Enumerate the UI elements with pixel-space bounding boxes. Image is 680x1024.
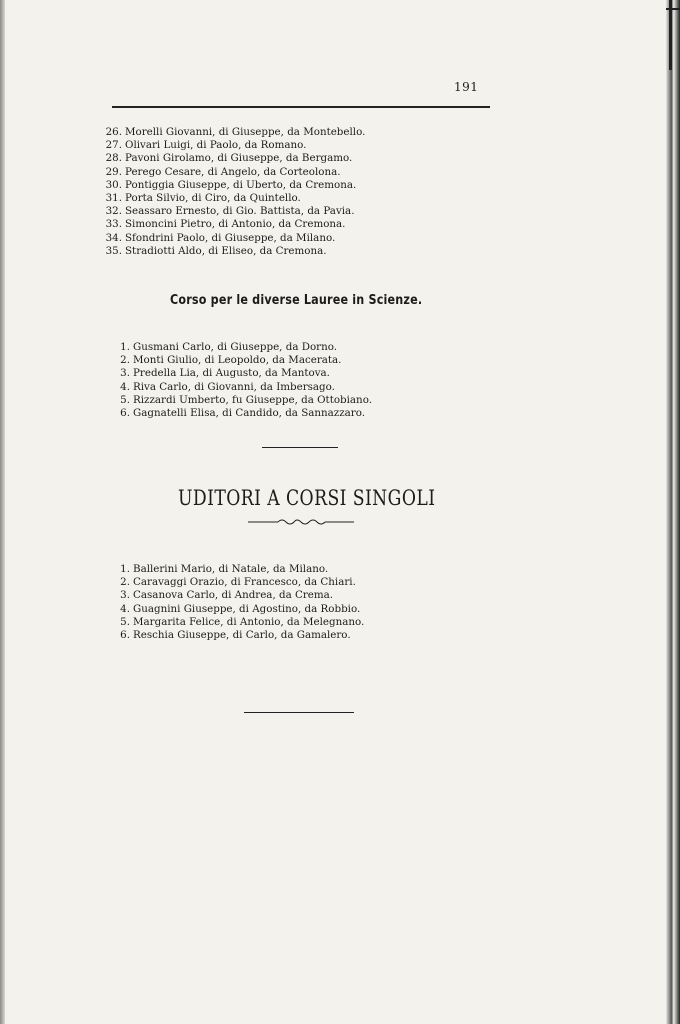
ornament-flourish-icon [248,516,354,528]
list-item [110,616,364,629]
item-text: Stradiotti Aldo, di Eliseo, da Cremona. [125,244,327,257]
list-item [102,192,365,205]
list-item [102,245,365,258]
list-item [102,152,365,165]
item-number: 29. [105,165,122,178]
item-number: 1. [120,563,130,575]
item-number: 3. [120,589,130,602]
scan-left-edge [0,0,5,1024]
item-text: Ballerini Mario, di Natale, da Milano. [133,563,329,575]
auditor-list [110,563,364,642]
list-item [110,407,372,420]
scan-corner-mark [666,8,680,10]
item-number: 4. [120,380,130,393]
item-text: Caravaggi Orazio, di Francesco, da Chiari. [133,576,356,589]
list-item [110,563,364,576]
item-number: 33. [105,218,122,231]
list-item [110,589,364,602]
item-number: 6. [120,407,130,420]
section-title: UDITORI A CORSI SINGOLI [178,486,436,510]
list-item [102,179,365,192]
item-number: 2. [120,354,130,367]
item-number: 27. [105,139,122,152]
list-item [110,354,372,367]
item-number: 30. [105,178,122,191]
header-rule [112,106,490,108]
item-number: 3. [120,367,130,380]
list-item [110,367,372,380]
item-text: Gagnatelli Elisa, di Candido, da Sannazzaro. [133,407,366,420]
science-course-list [110,341,372,420]
item-text: Pavoni Girolamo, di Giuseppe, da Bergamo. [125,152,353,165]
item-number: 2. [120,576,130,589]
item-text: Rizzardi Umberto, fu Giuseppe, da Ottobiano. [133,393,372,406]
list-item [110,341,372,354]
item-number: 1. [120,341,130,353]
list-item [110,603,364,616]
page-number: 191 [454,80,479,94]
item-text: Casanova Carlo, di Andrea, da Crema. [133,589,334,602]
list-item [102,139,365,152]
list-item [110,381,372,394]
section-heading: Corso per le diverse Lauree in Scienze. [170,293,423,308]
item-text: Gusmani Carlo, di Giuseppe, da Dorno. [133,341,338,353]
list-item [110,629,364,642]
item-text: Guagnini Giuseppe, di Agostino, da Robbio. [133,602,361,615]
list-item [110,576,364,589]
end-divider [244,712,354,713]
item-number: 34. [105,231,122,244]
scan-right-edge [666,0,680,1024]
item-text: Morelli Giovanni, di Giuseppe, da Montebello. [125,126,366,138]
item-number: 31. [105,192,122,205]
list-item [102,218,365,231]
item-text: Seassaro Ernesto, di Gio. Battista, da Pavia. [125,205,355,218]
item-text: Riva Carlo, di Giovanni, da Imbersago. [133,380,335,393]
item-number: 28. [105,152,122,165]
item-number: 35. [105,244,122,257]
item-number: 5. [120,615,130,628]
student-list-continued [102,126,365,258]
item-text: Monti Giulio, di Leopoldo, da Macerata. [133,354,342,367]
list-item [102,232,365,245]
item-text: Perego Cesare, di Angelo, da Corteolona. [125,165,341,178]
item-text: Predella Lia, di Augusto, da Mantova. [133,367,330,380]
item-number: 6. [120,629,130,642]
item-text: Pontiggia Giuseppe, di Uberto, da Cremona. [125,178,357,191]
item-number: 4. [120,602,130,615]
item-text: Margarita Felice, di Antonio, da Melegnano. [133,615,365,628]
item-text: Reschia Giuseppe, di Carlo, da Gamalero. [133,629,351,642]
item-text: Simoncini Pietro, di Antonio, da Cremona. [125,218,346,231]
list-item [102,126,365,139]
item-text: Sfondrini Paolo, di Giuseppe, da Milano. [125,231,336,244]
section-divider [262,447,338,448]
list-item [102,166,365,179]
item-number: 32. [105,205,122,218]
item-number: 26. [105,126,122,138]
list-item [110,394,372,407]
scan-corner-mark [669,0,672,70]
item-number: 5. [120,393,130,406]
item-text: Olivari Luigi, di Paolo, da Romano. [125,139,307,152]
list-item [102,205,365,218]
item-text: Porta Silvio, di Ciro, da Quintello. [125,192,301,205]
